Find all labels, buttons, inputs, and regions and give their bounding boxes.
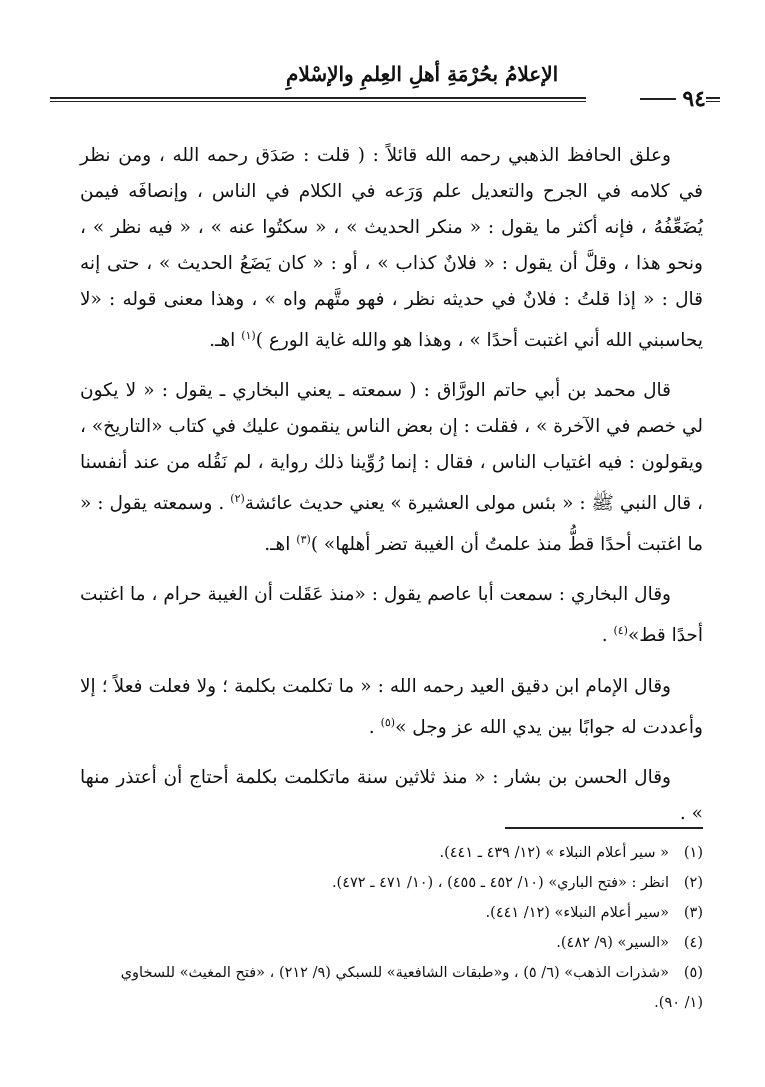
page-number-dash [640,98,676,100]
footnote-4: (٤)«السير» (٩/ ٤٨٢). [556,935,703,951]
paragraph-2: قال محمد بن أبي حاتم الورَّاق : ( سمعته ـ يعني البخاري ـ يقول : « لا يكون لي خصم في الآخرة » ، فقلت : إن بعض الناس ينقمون عليك في كتاب «التاريخ» ، ويقولون : فيه اغتياب الناس ، فقال : إنما رُوِّينا ذلك رواية ، لم نَقُله من عند أنفسنا ، قال النبي ﷺ : « بئس مولى العشيرة » يعني حديث عائشة$^{(٢)}$ . وسمعته يقول : « ما اغتبت أحدًا قطُّ منذ علمتُ أن الغيبة تضر أهلها» )$^{(٣)}$ اهـ. [80,380,703,556]
paragraph-1: وعلق الحافظ الذهبي رحمه الله قائلاً : ( قلت : صَدَق رحمه الله ، ومن نظر في كلامه في الجرح والتعديل علم وَرَعه في الكلام في الناس ، وإنصافَه فيمن يُضَعِّفُهُ ، فإنه أكثر ما يقول : « منكر الحديث » ، « سكتُوا عنه » ، « فيه نظر » ، ونحو هذا ، وقلَّ أن يقول : « فلانٌ كذاب » ، أو : « كان يَضَعُ الحديث » ، حتى إنه قال : « إذا قلتُ : فلانٌ في حديثه نظر ، فهو متَّهم واه » ، وهذا معنى قوله : «لا يحاسبني الله أني اغتبت أحدًا » ، وهذا هو والله غاية الورع )$^{(١)}$ اهـ. [80,145,703,352]
footnote-3: (٣)«سير أعلام النبلاء» (١٢/ ٤٤١). [485,905,703,921]
paragraph-3: وقال البخاري : سمعت أبا عاصم يقول : «منذ عَقَلت أن الغيبة حرام ، ما اغتبت أحدًا قط»$^{(٤)}$ . [80,584,703,647]
footnote-ref-3: (٣) [296,533,311,547]
paragraph-4: وقال الإمام ابن دقيق العيد رحمه الله : « ما تكلمت بكلمة ؛ ولا فعلت فعلاً ؛ إلا وأعددت له جوابًا بين يدي الله عز وجل »$^{(٥)}$ . [80,675,703,738]
body-text [80,138,703,846]
footnote-1: (١)« سير أعلام النبلاء » (١٢/ ٤٣٩ ـ ٤٤١). [439,845,703,861]
footnote-ref-1: (١) [241,329,256,342]
footnote-ref-5: (٥) [380,715,396,729]
footnote-ref-2: (٢) [230,492,245,506]
paragraph-5: وقال الحسن بن بشار : « منذ ثلاثين سنة ماتكلمت بكلمة أحتاج أن أعتذر منها » . [80,766,703,824]
page-number: ٩٤ [682,86,706,112]
page-number-box [586,86,706,112]
footnote-rule [505,827,703,829]
footnote-ref-4: (٤) [613,624,628,638]
footnote-5-continuation: (١/ ٩٠). [654,995,703,1011]
footnote-5: (٥)«شذرات الذهب» (٦/ ٥) ، و«طبقات الشافعية» للسبكي (٩/ ٢١٢) ، «فتح المغيث» للسخاوي [120,965,703,981]
running-title: الإعلامُ بحُرْمَةِ أهلِ العِلمِ والإسْلامِ [286,62,559,86]
footnotes [80,838,703,1018]
footnote-2: (٢)انظر : «فتح الباري» (١٠/ ٤٥٢ ـ ٤٥٥) ، (١٠/ ٤٧١ ـ ٤٧٢). [331,875,703,891]
